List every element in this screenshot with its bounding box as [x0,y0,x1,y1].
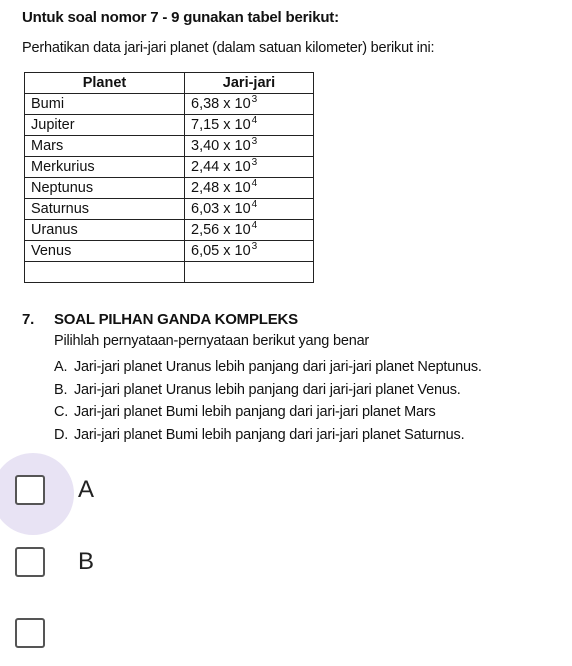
answer-label-a: A [78,476,95,503]
radius-exponent: 3 [251,94,258,105]
planet-radius [185,241,314,262]
statement-text: Jari-jari planet Uranus lebih panjang dari jari-jari planet Neptunus. [74,359,482,375]
planet-radius [185,157,314,178]
question-type: SOAL PILHAN GANDA KOMPLEKS [54,311,298,328]
planet-radius-table [24,72,314,283]
header-radius: Jari-jari [185,73,314,94]
planet-radius [185,115,314,136]
statement-letter: D. [54,426,69,443]
radius-exponent: 4 [251,220,258,231]
radius-mantissa: 7,15 x 10 [191,117,251,133]
question-title [22,311,298,328]
radius-exponent: 3 [251,241,258,252]
checkbox-c[interactable] [15,618,45,648]
statement-text: Jari-jari planet Bumi lebih panjang dari jari-jari planet Saturnus. [74,426,465,443]
intro-text: Perhatikan data jari-jari planet (dalam satuan kilometer) berikut ini: [22,40,435,56]
question-instruction: Pilihlah pernyataan-pernyataan berikut yang benar [54,333,370,349]
checkbox-b[interactable] [15,547,45,577]
radius-mantissa: 2,44 x 10 [191,159,251,175]
statement-text: Jari-jari planet Bumi lebih panjang dari jari-jari planet Mars [74,404,436,420]
planet-name: Merkurius [25,157,185,178]
radius-exponent: 4 [251,199,258,210]
table-row-empty [25,262,314,283]
statement-item [54,379,482,402]
radius-exponent: 3 [251,136,258,147]
table-row [25,115,314,136]
question-number: 7. [22,311,35,328]
header-planet: Planet [25,73,185,94]
planet-name: Uranus [25,220,185,241]
statement-item [54,356,482,379]
planet-name: Bumi [25,94,185,115]
planet-name: Saturnus [25,199,185,220]
answer-option-c-partial[interactable] [0,606,572,666]
statement-item [54,424,482,447]
radius-mantissa: 6,05 x 10 [191,243,251,259]
statement-letter: B. [54,381,68,398]
answer-label-b: B [78,548,95,575]
answer-option-b[interactable] [0,535,572,595]
statement-letter: C. [54,404,69,420]
radius-mantissa: 2,56 x 10 [191,222,251,238]
radius-exponent: 3 [251,157,258,168]
planet-radius [185,199,314,220]
section-heading: Untuk soal nomor 7 - 9 gunakan tabel berikut: [22,9,339,26]
table-row [25,157,314,178]
table-row [25,136,314,157]
planet-name: Jupiter [25,115,185,136]
planet-name: Mars [25,136,185,157]
radius-mantissa: 6,03 x 10 [191,201,251,217]
planet-radius [185,94,314,115]
empty-cell [185,262,314,283]
radius-mantissa: 6,38 x 10 [191,96,251,112]
checkbox-a[interactable] [15,475,45,505]
radius-exponent: 4 [251,115,258,126]
table-row [25,178,314,199]
planet-radius [185,136,314,157]
statement-text: Jari-jari planet Uranus lebih panjang dari jari-jari planet Venus. [74,381,461,398]
planet-radius [185,178,314,199]
statement-item [54,401,482,424]
statement-list [54,356,482,446]
table-row [25,220,314,241]
table-row [25,241,314,262]
planet-radius [185,220,314,241]
table-row [25,94,314,115]
answer-option-a[interactable] [0,463,572,523]
table-row [25,199,314,220]
radius-exponent: 4 [251,178,258,189]
empty-cell [25,262,185,283]
statement-letter: A. [54,359,68,375]
table-header-row [25,73,314,94]
radius-mantissa: 2,48 x 10 [191,180,251,196]
radius-mantissa: 3,40 x 10 [191,138,251,154]
planet-name: Neptunus [25,178,185,199]
planet-name: Venus [25,241,185,262]
